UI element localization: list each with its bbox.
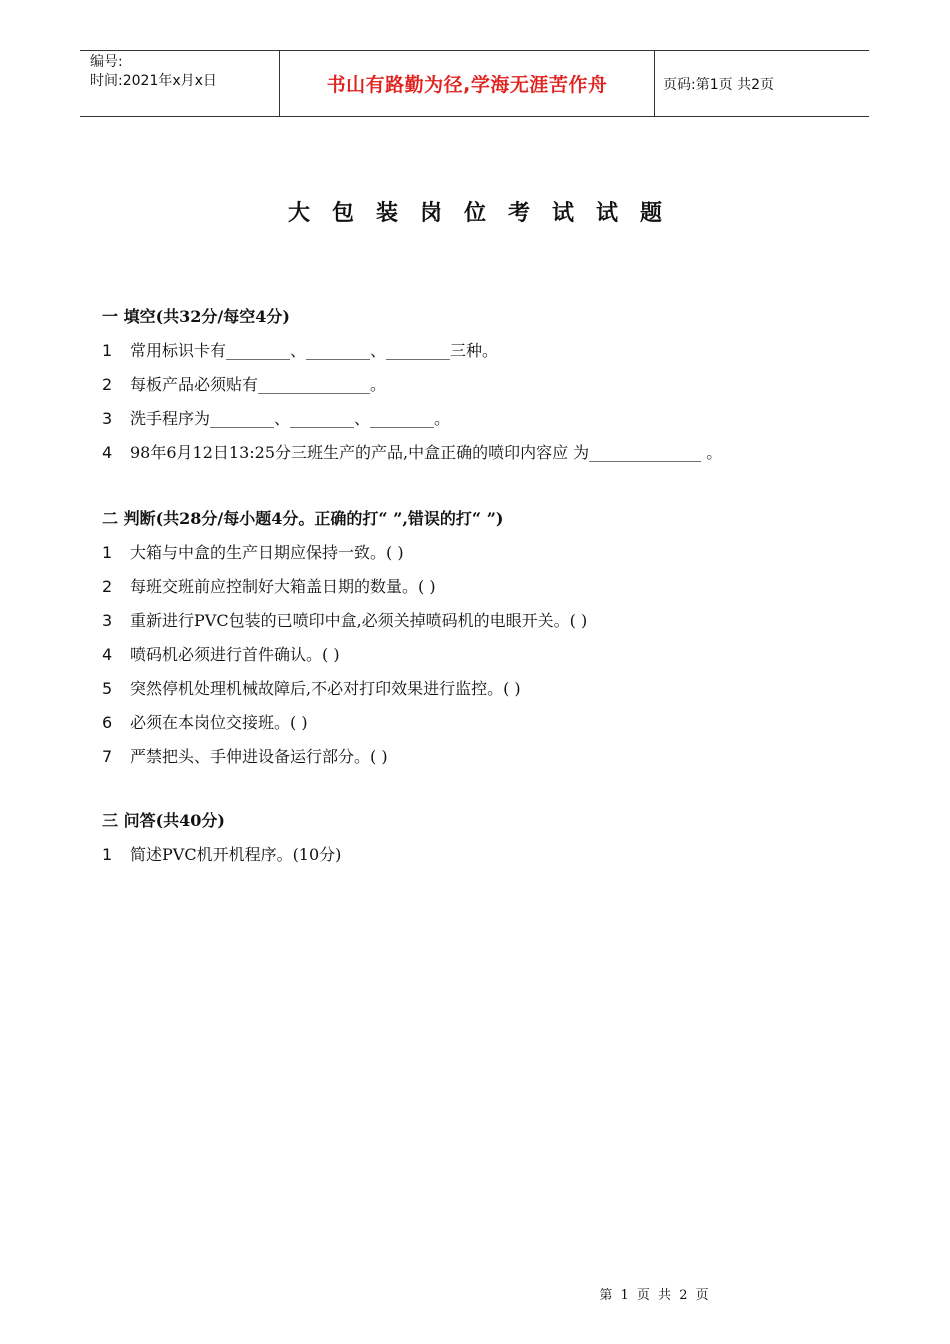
question-number: 5 [102, 679, 113, 698]
question-text: 98年6月12日13:25分三班生产的产品,中盒正确的喷印内容应 为______________ 。 [130, 443, 723, 462]
question-text: 喷码机必须进行首件确认。( ) [130, 645, 340, 664]
section-head: 三 问答(共40分) [102, 811, 225, 830]
question-number: 7 [102, 747, 113, 766]
question-text: 必须在本岗位交接班。( ) [130, 713, 308, 732]
question-number: 2 [102, 577, 113, 596]
section-head: 二 判断(共28分/每小题4分。正确的打“ ”,错误的打“ ”) [102, 509, 504, 528]
question [102, 706, 862, 740]
question-text: 每板产品必须贴有______________。 [130, 375, 387, 394]
question [102, 672, 862, 706]
header-motto [280, 51, 655, 116]
question-number: 1 [102, 845, 113, 864]
page-footer: 第 1 页 共 2 页 [599, 1288, 711, 1303]
question-text: 大箱与中盒的生产日期应保持一致。( ) [130, 543, 404, 562]
section-head: 一 填空(共32分/每空4分) [102, 307, 290, 326]
question [102, 638, 862, 672]
header-meta [80, 51, 280, 116]
question-text: 简述PVC机开机程序。(10分) [130, 845, 342, 864]
motto-text: 书山有路勤为径,学海无涯苦作舟 [326, 74, 608, 96]
page-header [80, 50, 869, 117]
question-number: 4 [102, 443, 113, 462]
code-label: 编号: [90, 54, 123, 70]
question [102, 368, 862, 402]
section-short-answer [102, 804, 862, 872]
question [102, 570, 862, 604]
page-label: 页码:第1页 共2页 [663, 76, 774, 93]
question-number: 1 [102, 543, 113, 562]
question [102, 334, 862, 368]
question-text: 严禁把头、手伸进设备运行部分。( ) [130, 747, 388, 766]
question-number: 4 [102, 645, 113, 664]
question-text: 突然停机处理机械故障后,不必对打印效果进行监控。( ) [130, 679, 521, 698]
question-text: 重新进行PVC包装的已喷印中盒,必须关掉喷码机的电眼开关。( ) [130, 611, 588, 630]
header-page [655, 51, 869, 116]
question [102, 838, 862, 872]
question [102, 604, 862, 638]
question-number: 2 [102, 375, 113, 394]
question-number: 3 [102, 409, 113, 428]
question [102, 402, 862, 436]
document-title: 大包装岗位考试试题 [287, 200, 684, 226]
question-number: 1 [102, 341, 113, 360]
question [102, 436, 862, 470]
time-label: 时间:2021年x月x日 [90, 73, 217, 89]
question-number: 6 [102, 713, 113, 732]
exam-content [102, 300, 862, 904]
question-text: 常用标识卡有________、________、________三种。 [130, 341, 499, 360]
section-fill-blank [102, 300, 862, 470]
question [102, 536, 862, 570]
section-true-false [102, 502, 862, 774]
question-text: 洗手程序为________、________、________。 [130, 409, 451, 428]
question [102, 740, 862, 774]
question-number: 3 [102, 611, 113, 630]
question-text: 每班交班前应控制好大箱盖日期的数量。( ) [130, 577, 436, 596]
